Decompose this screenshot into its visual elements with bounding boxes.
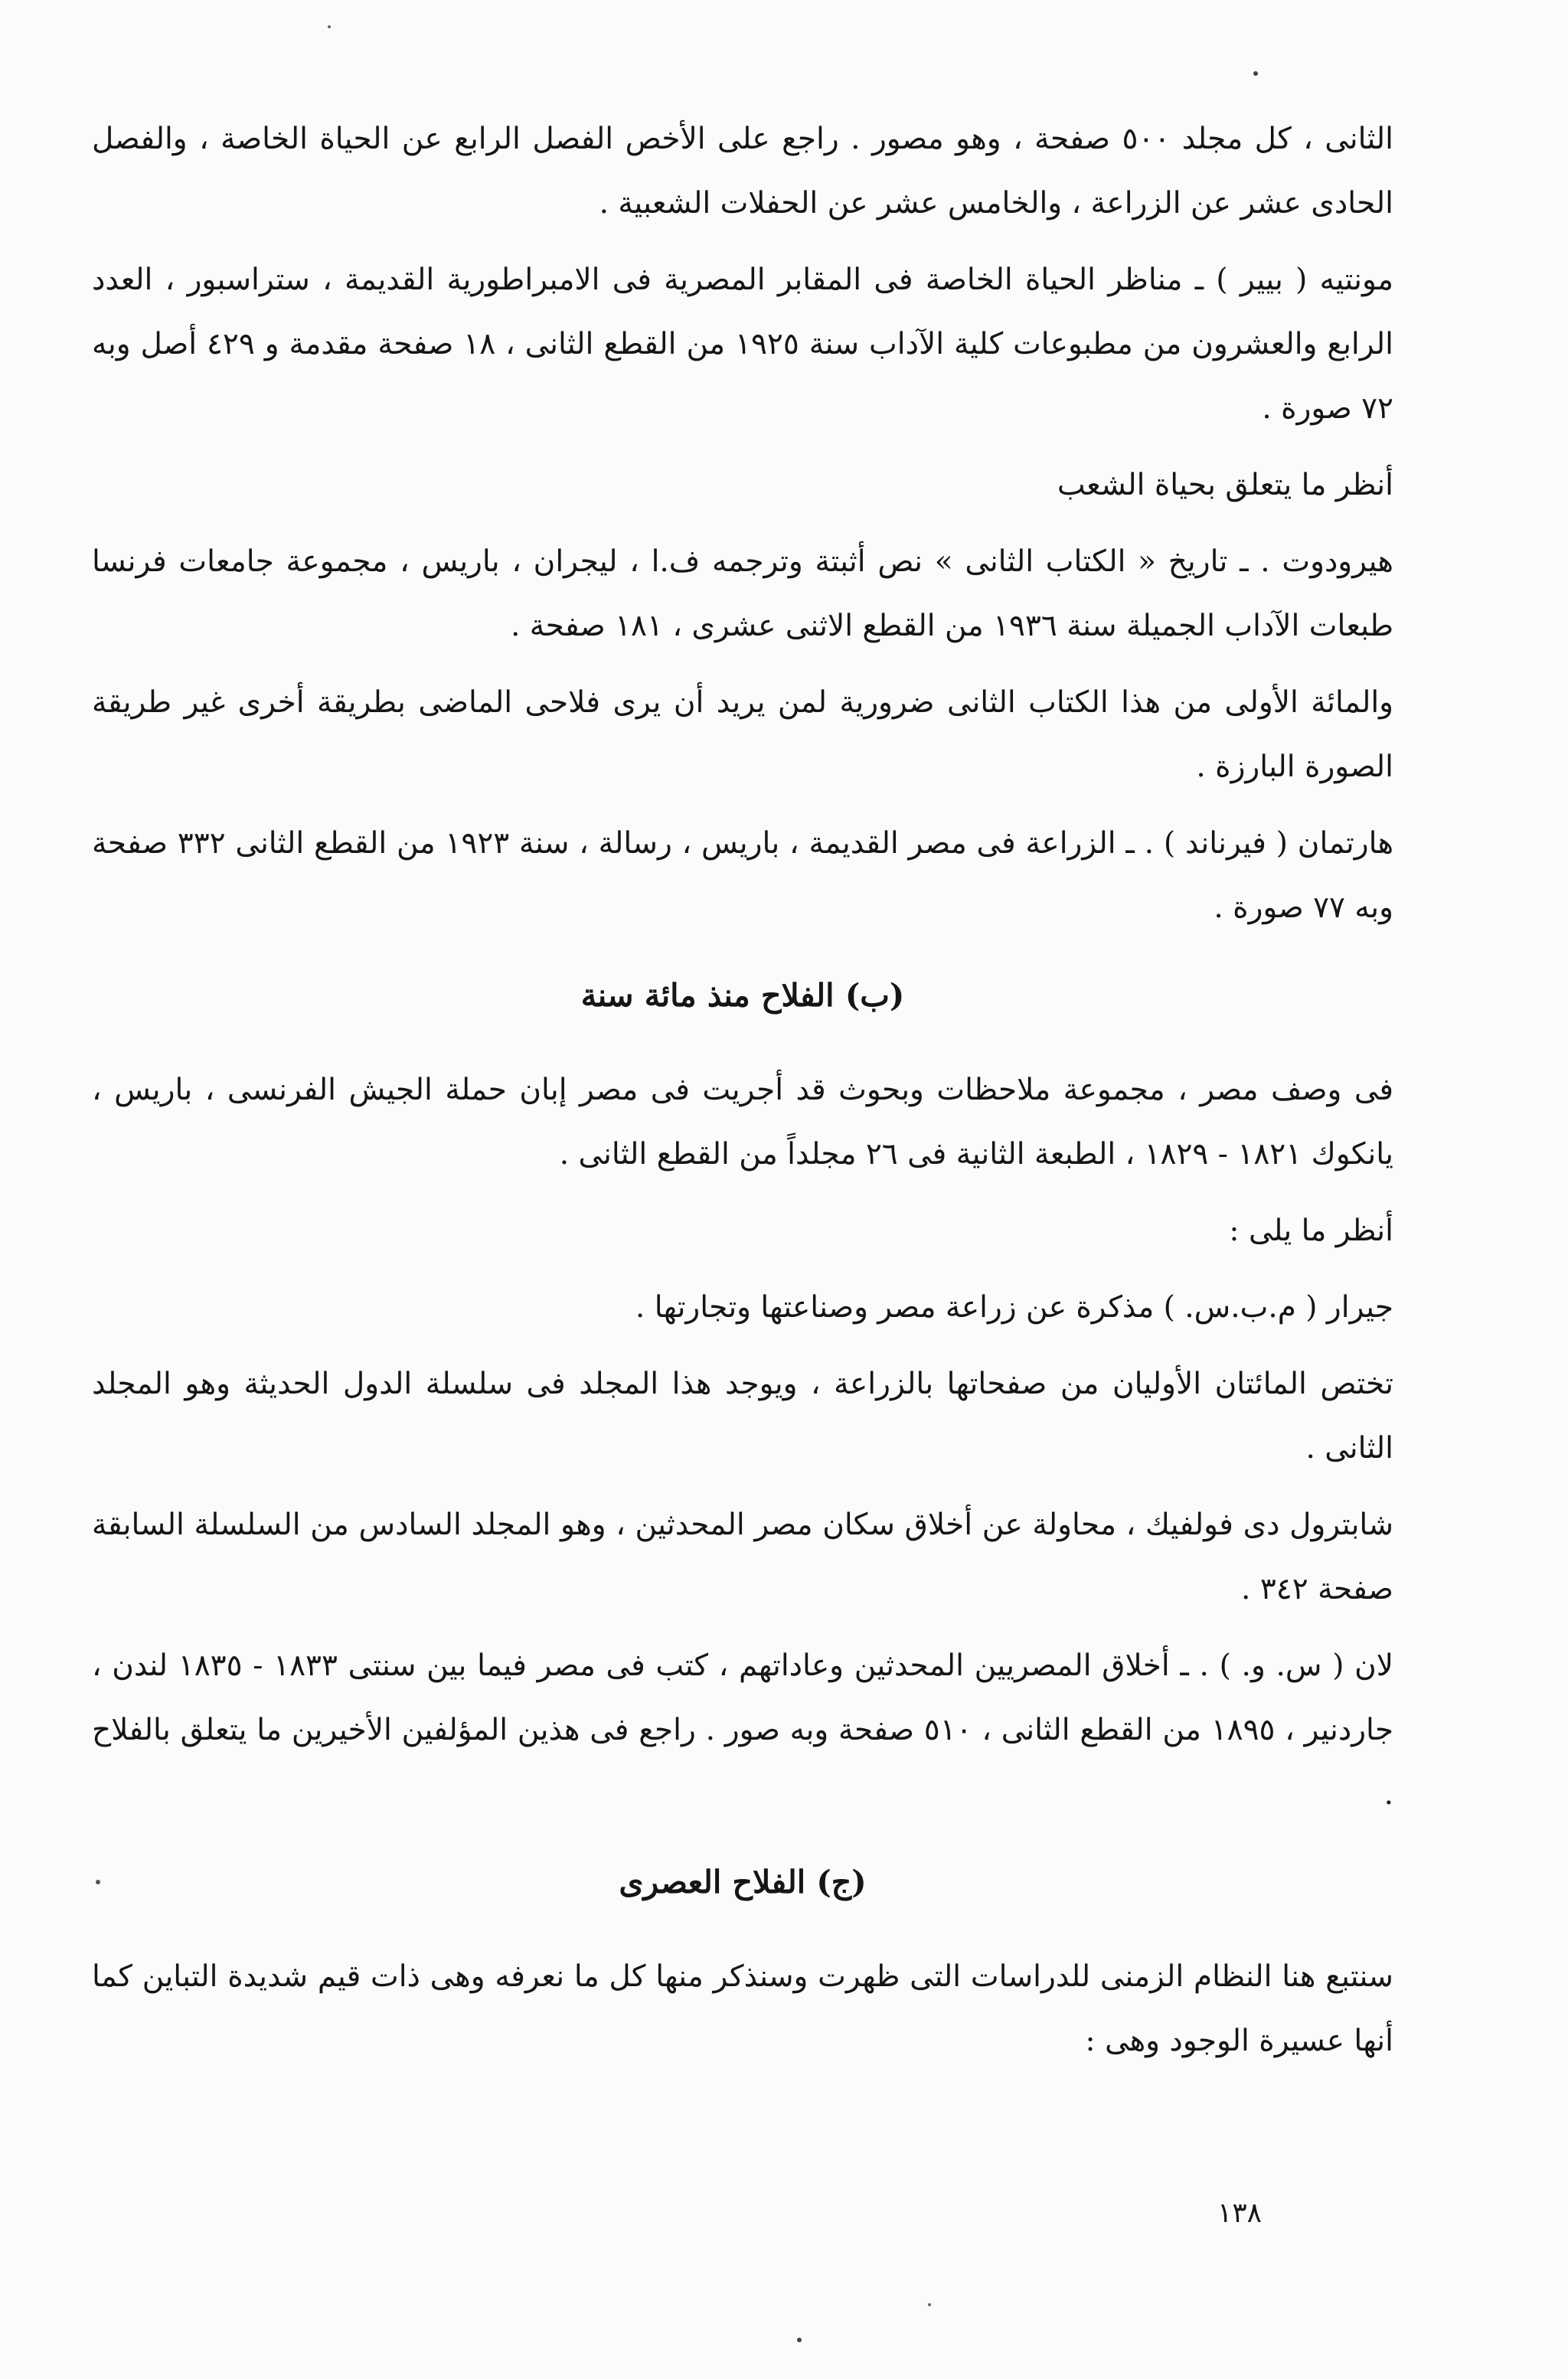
speck-mark xyxy=(1253,71,1258,76)
speck-mark xyxy=(797,2338,802,2342)
paragraph-girard-note: تختص المائتان الأوليان من صفحاتها بالزراعة ، ويوجد هذا المجلد فى سلسلة الدول الحديثة وهو المجلد الثانى . xyxy=(92,1367,1393,1466)
paragraph-girard-entry: جيرار ( م.ب.س. ) مذكرة عن زراعة مصر وصناعتها وتجارتها . xyxy=(635,1290,1393,1325)
paragraph-hartmann-entry: هارتمان ( فيرناند ) . ـ الزراعة فى مصر القديمة ، باريس ، رسالة ، سنة ١٩٢٣ من القطع الثانى ٣٣٢ صفحة وبه ٧٧ صورة . xyxy=(92,826,1394,925)
page-number: ١٣٨ xyxy=(1217,2198,1263,2229)
speck-mark xyxy=(928,2303,931,2306)
paragraph-description-egypt: فى وصف مصر ، مجموعة ملاحظات وبحوث قد أجريت فى مصر إبان حملة الجيش الفرنسى ، باريس ، يانكوك ١٨٢١ - ١٨٢٩ ، الطبعة الثانية فى ٢٦ مجلداً من القطع الثانى . xyxy=(92,1073,1393,1172)
paragraph-lane-entry: لان ( س. و. ) . ـ أخلاق المصريين المحدثين وعاداتهم ، كتب فى مصر فيما بين سنتى ١٨٣٣ - ١٨٣٥ لندن ، جاردنير ، ١٨٩٥ من القطع الثانى ، ٥١٠ صفحة وبه صور . راجع فى هذين المؤلفين الأخيرين ما يتعلق بالفلاح . xyxy=(92,1649,1394,1812)
page-content xyxy=(92,107,1393,2086)
paragraph-see-following: أنظر ما يلى : xyxy=(1229,1214,1393,1248)
section-heading-b: (ب) الفلاح منذ مائة سنة xyxy=(580,977,905,1014)
paragraph-montet-continued: الثانى ، كل مجلد ٥٠٠ صفحة ، وهو مصور . راجع على الأخص الفصل الرابع عن الحياة الخاصة ، والفصل الحادى عشر عن الزراعة ، والخامس عشر عن الحفلات الشعبية . xyxy=(92,122,1393,221)
paragraph-montet-entry: مونتيه ( بيير ) ـ مناظر الحياة الخاصة فى المقابر المصرية فى الامبراطورية القديمة ، ستراسبور ، العدد الرابع والعشرون من مطبوعات كلية الآداب سنة ١٩٢٥ من القطع الثانى ، ١٨ صفحة مقدمة و ٤٢٩ أصل وبه ٧٢ صورة . xyxy=(92,263,1393,426)
paragraph-herodotus-note: والمائة الأولى من هذا الكتاب الثانى ضرورية لمن يريد أن يرى فلاحى الماضى بطريقة أخرى غير طريقة الصورة البارزة . xyxy=(92,685,1393,784)
speck-mark xyxy=(328,25,331,28)
paragraph-herodotus-entry: هيرودوت . ـ تاريخ « الكتاب الثانى » نص أثبتة وترجمه ف.ا ، ليجران ، باريس ، مجموعة جامعات فرنسا طبعات الآداب الجميلة سنة ١٩٣٦ من القطع الاثنى عشرى ، ١٨١ صفحة . xyxy=(92,544,1393,643)
paragraph-see-people-life: أنظر ما يتعلق بحياة الشعب xyxy=(1057,468,1393,502)
paragraph-chabrol-entry: شابترول دى فولفيك ، محاولة عن أخلاق سكان مصر المحدثين ، وهو المجلد السادس من السلسلة السابقة صفحة ٣٤٢ . xyxy=(92,1508,1393,1606)
section-heading-c: (ج) الفلاح العصرى xyxy=(619,1864,867,1900)
paragraph-modern-fellah-intro: سنتبع هنا النظام الزمنى للدراسات التى ظهرت وسنذكر منها كل ما نعرفه وهى ذات قيم شديدة التباين كما أنها عسيرة الوجود وهى : xyxy=(92,1959,1393,2058)
